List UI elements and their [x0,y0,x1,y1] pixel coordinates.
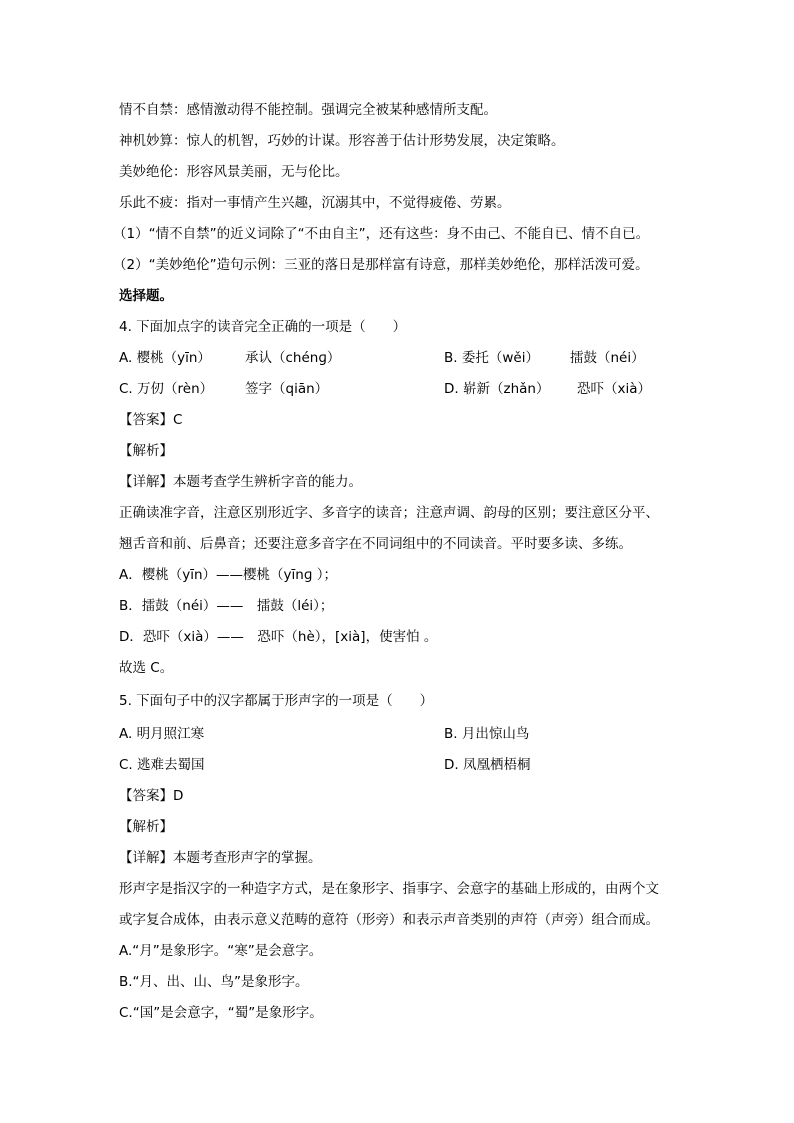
q5-analysis-heading: 【解析】 [119,819,173,835]
note-line: （2）“美妙绝伦”造句示例：三亚的落日是那样富有诗意，那样美妙绝伦，那样活泼可爱。 [113,257,649,273]
definition-line: 乐此不疲：指对一事情产生兴趣，沉溺其中，不觉得疲倦、劳累。 [119,195,511,211]
q4-option-b2: 擂鼓（néi） [570,350,645,366]
q4-option-b1: B. 委托（wěi） [444,350,539,366]
q4-reason: A．樱桃（yīn）——樱桃（yīnɡ ）； [119,567,337,583]
definition-line: 情不自禁：感情激动得不能控制。强调完全被某种感情所支配。 [119,102,497,118]
q5-reason: B.“月、出、山、鸟”是象形字。 [119,974,309,990]
q4-explanation: 翘舌音和前、后鼻音；还要注意多音字在不同词组中的不同读音。平时要多读、多练。 [119,536,632,552]
definition-line: 神机妙算：惊人的机智，巧妙的计谋。形容善于估计形势发展，决定策略。 [119,133,565,149]
question-4: 4. 下面加点字的读音完全正确的一项是（ ） [119,319,407,335]
q5-option-c: C. 逃难去蜀国 [119,757,205,773]
q5-option-d: D. 凤凰栖梧桐 [444,757,531,773]
q4-reason: D．恐吓（xià）—— 恐吓（hè），[xià]，使害怕 。 [119,629,438,645]
q4-option-c2: 签字（qiān） [245,381,329,397]
q4-detail: 【详解】本题考查学生辨析字音的能力。 [119,474,362,490]
q5-option-b: B. 月出惊山鸟 [444,726,530,742]
q4-reason: B．擂鼓（néi）—— 擂鼓（léi）； [119,598,334,614]
q5-reason: C.“国”是会意字，“蜀”是象形字。 [119,1005,323,1021]
q4-explanation: 正确读准字音，注意区别形近字、多音字的读音；注意声调、韵母的区别；要注意区分平、 [119,505,659,521]
q5-explanation: 或字复合成体，由表示意义范畴的意符（形旁）和表示声音类别的声符（声旁）组合而成。 [119,912,659,928]
q5-reason: A.“月”是象形字。“寒”是会意字。 [119,943,323,959]
q4-option-d2: 恐吓（xià） [577,381,652,397]
q5-option-a: A. 明月照江寒 [119,726,205,742]
q4-option-a1: A. 樱桃（yīn） [119,350,211,366]
q4-option-d1: D. 崭新（zhǎn） [444,381,550,397]
definition-line: 美妙绝伦：形容风景美丽，无与伦比。 [119,164,349,180]
question-5: 5. 下面句子中的汉字都属于形声字的一项是（ ） [119,693,434,709]
note-line: （1）“情不自禁”的近义词除了“不由自主”，还有这些：身不由己、不能自已、情不自已。 [113,226,650,242]
q5-answer: 【答案】D [119,788,184,804]
q5-detail: 【详解】本题考查形声字的掌握。 [119,850,322,866]
q4-answer: 【答案】C [119,412,183,428]
q4-analysis-heading: 【解析】 [119,443,173,459]
q4-option-a2: 承认（chénɡ） [245,350,341,366]
q5-explanation: 形声字是指汉字的一种造字方式，是在象形字、指事字、会意字的基础上形成的，由两个文 [119,881,659,897]
section-heading: 选择题。 [119,288,173,304]
q4-selection: 故选 C。 [119,660,174,676]
q4-option-c1: C. 万仞（rèn） [119,381,214,397]
